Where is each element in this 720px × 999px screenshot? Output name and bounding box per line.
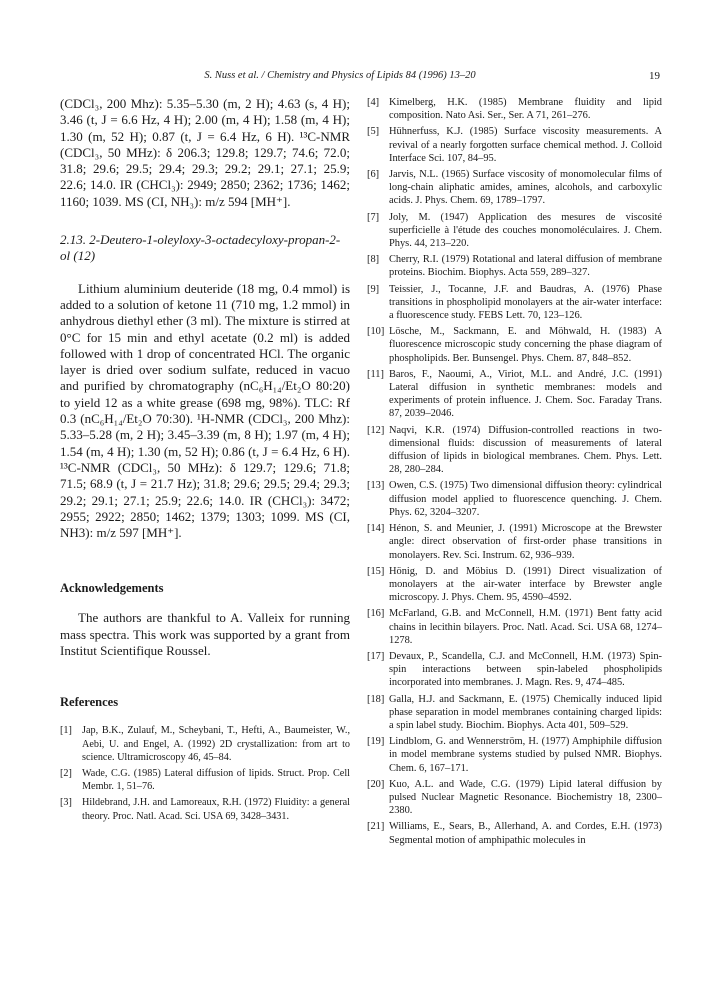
reference-item <box>367 693 662 733</box>
reference-text: Kimelberg, H.K. (1985) Membrane fluidity and lipid composition. Nato Asi. Ser., Ser. A 71, 261–276. <box>389 97 662 122</box>
left-column <box>60 96 350 826</box>
reference-item <box>367 211 662 251</box>
acknowledgements-heading: Acknowledgements <box>60 581 164 596</box>
reference-text: Lösche, M., Sackmann, E. and Möhwald, H. (1983) A fluorescence microscopic study concerning the phase diagram of phospholipids. Ber. Bunsengel. Phys. Chem. 87, 848–852. <box>389 326 662 364</box>
reference-item <box>367 479 662 519</box>
reference-text: Wade, C.G. (1985) Lateral diffusion of lipids. Struct. Prop. Cell Membr. 1, 51–76. <box>82 767 350 793</box>
reference-number: [5] <box>367 126 380 138</box>
reference-item <box>367 168 662 208</box>
reference-text: Jarvis, N.L. (1965) Surface viscosity of monomolecular films of long-chain aliphatic amides, amines, alcohols, and carboxylic acids. J. Phys. Chem. 69, 1789–1797. <box>389 169 662 207</box>
spectra-paragraph: (CDCl₃, 200 Mhz): 5.35–5.30 (m, 2 H); 4.63 (s, 4 H); 3.46 (t, J = 6.6 Hz, 4 H); 2.00 (m, 4 H); 1.58 (m, 4 H); 1.30 (m, 52 H); 0.87 (t, J = 6.4 Hz, 6 H). ¹³C-NMR (CDCl₃, 50 MHz): δ 206.3; 129.8; 129.7; 74.6; 72.0; 31.8; 29.6; 29.5; 29.4; 29.3; 29.2; 29.1; 27.1; 25.9; 22.6; 14.0. IR (CHCl₃): 2949; 2850; 2362; 1736; 1462; 1160; 1039. MS (CI, NH₃): m/z 594 [MH⁺]. <box>60 96 350 209</box>
reference-number: [10] <box>367 326 385 338</box>
reference-item <box>60 724 350 764</box>
reference-text: Hönig, D. and Möbius D. (1991) Direct visualization of monolayers at the air-water interface by Brewster angle microscopy. J. Phys. Chem. 95, 4590–4592. <box>389 565 662 604</box>
reference-text: McFarland, G.B. and McConnell, H.M. (1971) Bent fatty acid chains in lecithin bilayers. Proc. Natl. Acad. Sci. USA 68, 1274–1278. <box>389 608 662 646</box>
reference-item <box>367 820 662 846</box>
reference-text: Jap, B.K., Zulauf, M., Scheybani, T., Hefti, A., Baumeister, W., Aebi, U. and Engel, A. (1992) 2D crystallization: from art to science. Ultramicroscopy 46, 45–84. <box>82 725 350 763</box>
running-title: S. Nuss et al. / Chemistry and Physics of Lipids 84 (1996) 13–20 <box>204 70 476 81</box>
reference-text: Teissier, J., Tocanne, J.F. and Baudras, A. (1976) Phase transitions in phospholipid monolayers at the air-water interface: a fluorescence study. FEBS Lett. 70, 123–126. <box>389 283 662 322</box>
reference-list-left <box>60 724 350 822</box>
acknowledgements-body: The authors are thankful to A. Valleix for running mass spectra. This work was supported by a grant from Institut Scientifique Roussel. <box>60 610 350 659</box>
reference-item <box>367 368 662 421</box>
reference-item <box>367 283 662 323</box>
reference-text: Hildebrand, J.H. and Lamoreaux, R.H. (1972) Fluidity: a general theory. Proc. Natl. Acad. Sci. USA 69, 3428–3431. <box>82 797 350 822</box>
reference-number: [19] <box>367 736 385 748</box>
reference-number: [6] <box>367 169 380 181</box>
reference-text: Lindblom, G. and Wennerström, H. (1977) Amphiphile diffusion in model membrane systems studied by pulsed NMR. Biophys. Chem. 6, 167–171. <box>389 736 662 774</box>
right-column <box>367 96 662 850</box>
reference-number: [7] <box>367 211 380 223</box>
section-2-13-heading: 2.13. 2-Deutero-1-oleyloxy-3-octadecyloxy-propan-2-ol (12) <box>60 232 341 264</box>
reference-item <box>60 767 350 793</box>
page-number: 19 <box>649 70 660 82</box>
reference-text: Hühnerfuss, K.J. (1985) Surface viscosity measurements. A revival of a nearly forgotten surface chemical method. J. Colloid Interface Sci. 107, 84–95. <box>389 126 662 164</box>
reference-item <box>367 778 662 818</box>
reference-number: [15] <box>367 565 385 577</box>
running-head <box>60 70 660 86</box>
section-2-13-body: Lithium aluminium deuteride (18 mg, 0.4 mmol) is added to a solution of ketone 11 (710 mg, 1.2 mmol) in anhydrous diethyl ether (3 ml). The mixture is stirred at 0°C for 15 min and ethyl acetate (0.2 ml) is added followed with 1 drop of concentrated HCl. The organic layer is dried over sodium sulfate, reduced in vacuo and purified by chromatography (nC₆H₁₄/Et₂O 80:20) to yield 12 as a white grease (698 mg, 98%). TLC: Rf 0.3 (nC₆H₁₄/Et₂O 70:30). ¹H-NMR (CDCl₃, 200 Mhz): 5.33–5.28 (m, 2 H); 3.45–3.39 (m, 8 H); 1.97 (m, 4 H); 1.54 (m, 4 H); 1.30 (m, 52 H); 0.86 (t, J = 6.4 Hz, 6 H). ¹³C-NMR (CDCl₃, 50 MHz): δ 129.7; 129.6; 71.8; 71.5; 68.9 (t, J = 21.7 Hz); 31.8; 29.6; 29.5; 29.4; 29.3; 29.2; 29.1; 27.1; 25.9; 22.6; 14.0. IR (CHCl₃): 3472; 2955; 2922; 2850; 1462; 1379; 1303; 1099. MS (CI, NH3): m/z 597 [MH⁺]. <box>60 280 350 541</box>
reference-number: [12] <box>367 424 385 436</box>
references-heading: References <box>60 695 119 710</box>
reference-text: Owen, C.S. (1975) Two dimensional diffusion theory: cylindrical diffusion model applied to fluorescence quenching. J. Chem. Phys. 62, 3204–3207. <box>389 480 662 518</box>
reference-number: [17] <box>367 650 385 662</box>
reference-number: [9] <box>367 283 380 295</box>
reference-text: Galla, H.J. and Sackmann, E. (1975) Chemically induced lipid phase separation in model membranes containing charged lipids: a spin label study. Biochim. Biophys. Acta 401, 509–529. <box>389 693 662 731</box>
reference-number: [3] <box>60 797 72 809</box>
reference-text: Cherry, R.I. (1979) Rotational and lateral diffusion of membrane proteins. Biochim. Biophys. Acta 559, 289–327. <box>389 254 662 279</box>
reference-item <box>367 325 662 365</box>
reference-number: [18] <box>367 693 385 705</box>
reference-item <box>367 424 662 477</box>
reference-item <box>367 522 662 562</box>
reference-item <box>367 607 662 647</box>
reference-number: [20] <box>367 778 385 790</box>
reference-item <box>367 253 662 279</box>
reference-item <box>367 735 662 775</box>
reference-item <box>367 125 662 165</box>
reference-text: Kuo, A.L. and Wade, C.G. (1979) Lipid lateral diffusion by pulsed Nuclear Magnetic Resonance. Biochemistry 18, 2300–2380. <box>389 778 662 817</box>
reference-number: [2] <box>60 767 72 779</box>
reference-text: Joly, M. (1947) Application des mesures de viscosité superficielle à l'étude des couches monomoléculaires. J. Chem. Phys. 44, 213–220. <box>389 211 662 250</box>
reference-item <box>60 796 350 822</box>
reference-text: Naqvi, K.R. (1974) Diffusion-controlled reactions in two-dimensional fluids: discussion of measurements of lateral diffusion of lipids in biological membranes. Chem. Phys. Lett. 28, 280–284. <box>389 424 662 476</box>
reference-list-right <box>367 96 662 847</box>
reference-item <box>367 565 662 605</box>
reference-text: Hénon, S. and Meunier, J. (1991) Microscope at the Brewster angle: direct observation of first-order phase transitions in monolayers. Rev. Sci. Instrum. 62, 936–939. <box>389 523 662 561</box>
reference-item <box>367 96 662 122</box>
reference-number: [14] <box>367 523 385 535</box>
reference-number: [8] <box>367 254 380 266</box>
reference-text: Williams, E., Sears, B., Allerhand, A. and Cordes, E.H. (1973) Segmental motion of amphipathic molecules in <box>389 821 662 846</box>
reference-number: [13] <box>367 480 385 492</box>
reference-number: [16] <box>367 608 385 620</box>
reference-text: Baros, F., Naoumi, A., Viriot, M.L. and André, J.C. (1991) Lateral diffusion in synthetic membranes: models and experiments of protein influence. J. Chem. Soc. Faraday Trans. 87, 2039–2046. <box>389 368 662 420</box>
reference-number: [21] <box>367 821 385 833</box>
reference-text: Devaux, P., Scandella, C.J. and McConnell, H.M. (1973) Spin-spin interactions between spin-labeled phospholipids incorporated into membranes. J. Magn. Res. 9, 474–485. <box>389 650 662 689</box>
reference-number: [1] <box>60 725 72 737</box>
reference-number: [4] <box>367 97 380 108</box>
reference-number: [11] <box>367 368 384 380</box>
reference-item <box>367 650 662 690</box>
